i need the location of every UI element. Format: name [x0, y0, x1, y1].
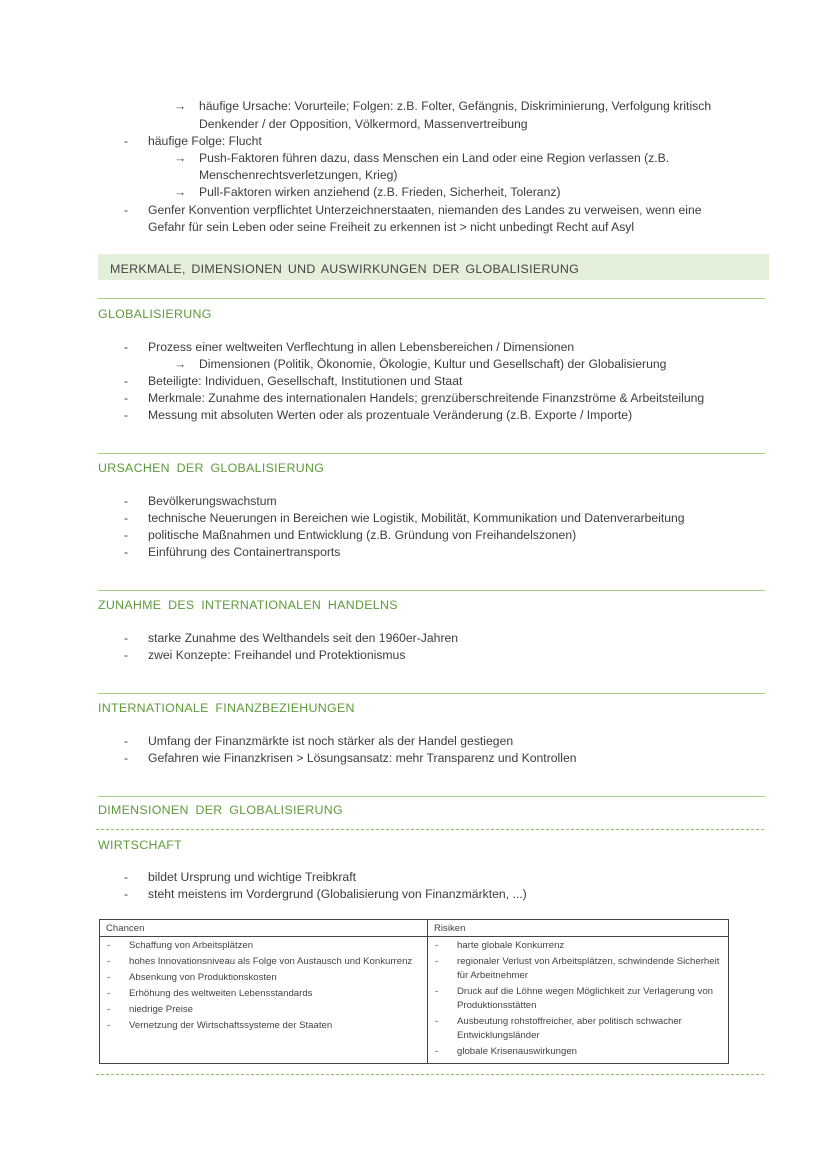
dash-bullet: - [124, 631, 129, 645]
section-heading-ursachen: URSACHEN DER GLOBALISIERUNG [98, 461, 325, 475]
list-item: - Druck auf die Löhne wegen Möglichkeit zur Verlagerung von Produktionsstätten [435, 986, 713, 1011]
list-item: - regionaler Verlust von Arbeitsplätzen, schwindende Sicherheit für Arbeitnehmer [435, 956, 720, 981]
list-item: steht meistens im Vordergrund (Globalisierung von Finanzmärkten, ...) [148, 887, 527, 901]
intro-line: Push-Faktoren führen dazu, dass Menschen ein Land oder eine Region verlassen (z.B. [199, 151, 670, 165]
table-header-chancen: Chancen [100, 920, 428, 937]
arrow-icon: → [174, 99, 187, 113]
list-item: - Ausbeutung rohstoffreicher, aber politisch schwacher Entwicklungsländer [435, 1016, 682, 1041]
section-heading-globalisierung: GLOBALISIERUNG [98, 307, 212, 321]
list-item: - globale Krisenauswirkungen [435, 1046, 577, 1057]
arrow-icon: → [174, 185, 187, 199]
dash-bullet: - [124, 545, 129, 559]
list-item: Bevölkerungswachstum [148, 494, 277, 508]
section-heading-dimensionen: DIMENSIONEN DER GLOBALISIERUNG [98, 803, 343, 817]
dash-bullet: - [124, 648, 129, 662]
dash-bullet: - [124, 887, 129, 901]
list-item: - Vernetzung der Wirtschaftssysteme der Staaten [107, 1020, 333, 1031]
list-item: starke Zunahme des Welthandels seit den 1960er-Jahren [148, 631, 459, 645]
list-item: bildet Ursprung und wichtige Treibkraft [148, 870, 356, 884]
list-item: zwei Konzepte: Freihandel und Protektionismus [148, 648, 406, 662]
risiken-cell [428, 937, 729, 1064]
section-heading-finanz: INTERNATIONALE FINANZBEZIEHUNGEN [98, 701, 355, 715]
intro-line: häufige Ursache: Vorurteile; Folgen: z.B. Folter, Gefängnis, Diskriminierung, Verfolgung kritisch [199, 99, 712, 113]
chancen-cell [100, 937, 428, 1064]
dash-bullet: - [124, 494, 129, 508]
dash-bullet: - [124, 870, 129, 884]
dashed-divider [96, 1074, 764, 1075]
list-item: politische Maßnahmen und Entwicklung (z.B. Gründung von Freihandelszonen) [148, 528, 577, 542]
list-item: Prozess einer weltweiten Verflechtung in allen Lebensbereichen / Dimensionen [148, 340, 575, 354]
list-item: - Erhöhung des weltweiten Lebensstandards [107, 988, 313, 999]
divider [98, 796, 765, 797]
arrow-icon: → [174, 357, 187, 371]
intro-line: Denkender / der Opposition, Völkermord, Massenvertreibung [199, 117, 528, 131]
arrow-icon: → [174, 151, 187, 165]
dash-bullet: - [124, 391, 129, 405]
divider [98, 298, 765, 299]
list-item: - Absenkung von Produktionskosten [107, 972, 277, 983]
chapter-title: MERKMALE, DIMENSIONEN UND AUSWIRKUNGEN DER GLOBALISIERUNG [110, 262, 580, 276]
section-heading-handel: ZUNAHME DES INTERNATIONALEN HANDELNS [98, 598, 398, 612]
list-item: Merkmale: Zunahme des internationalen Handels; grenzüberschreitende Finanzströme & Arbeitsteilung [148, 391, 705, 405]
intro-line: Gefahr für sein Leben oder seine Freiheit zu erkennen ist > nicht unbedingt Recht auf Asyl [148, 220, 635, 234]
intro-line: Menschenrechtsverletzungen, Krieg) [199, 168, 398, 182]
dash-bullet: - [124, 374, 129, 388]
dash-bullet: - [124, 528, 129, 542]
list-item: Messung mit absoluten Werten oder als prozentuale Veränderung (z.B. Exporte / Importe) [148, 408, 633, 422]
divider [98, 693, 765, 694]
intro-line: Pull-Faktoren wirken anziehend (z.B. Frieden, Sicherheit, Toleranz) [199, 185, 561, 199]
dash-bullet: - [124, 134, 129, 148]
list-item: Einführung des Containertransports [148, 545, 341, 559]
intro-line: Genfer Konvention verpflichtet Unterzeichnerstaaten, niemanden des Landes zu verweisen, wenn eine [148, 203, 702, 217]
list-item: - Schaffung von Arbeitsplätzen [107, 940, 254, 951]
list-item: Umfang der Finanzmärkte ist noch stärker als der Handel gestiegen [148, 734, 514, 748]
list-item: Gefahren wie Finanzkrisen > Lösungsansatz: mehr Transparenz und Kontrollen [148, 751, 577, 765]
dashed-divider [96, 829, 764, 830]
dash-bullet: - [124, 340, 129, 354]
dash-bullet: - [124, 511, 129, 525]
dash-bullet: - [124, 203, 129, 217]
list-item: - hohes Innovationsniveau als Folge von Austausch und Konkurrenz [107, 956, 413, 967]
chances-risks-table [99, 919, 729, 1064]
list-item: technische Neuerungen in Bereichen wie Logistik, Mobilität, Kommunikation und Datenverarbeitung [148, 511, 685, 525]
divider [98, 590, 765, 591]
list-item: Beteiligte: Individuen, Gesellschaft, Institutionen und Staat [148, 374, 463, 388]
divider [98, 453, 765, 454]
section-heading-wirtschaft: WIRTSCHAFT [98, 838, 182, 852]
dash-bullet: - [124, 408, 129, 422]
list-item: Dimensionen (Politik, Ökonomie, Ökologie, Kultur und Gesellschaft) der Globalisierung [199, 357, 667, 371]
list-item: - niedrige Preise [107, 1004, 193, 1015]
dash-bullet: - [124, 751, 129, 765]
intro-line: häufige Folge: Flucht [148, 134, 262, 148]
table-header-risiken: Risiken [428, 920, 729, 937]
list-item: - harte globale Konkurrenz [435, 940, 565, 951]
dash-bullet: - [124, 734, 129, 748]
